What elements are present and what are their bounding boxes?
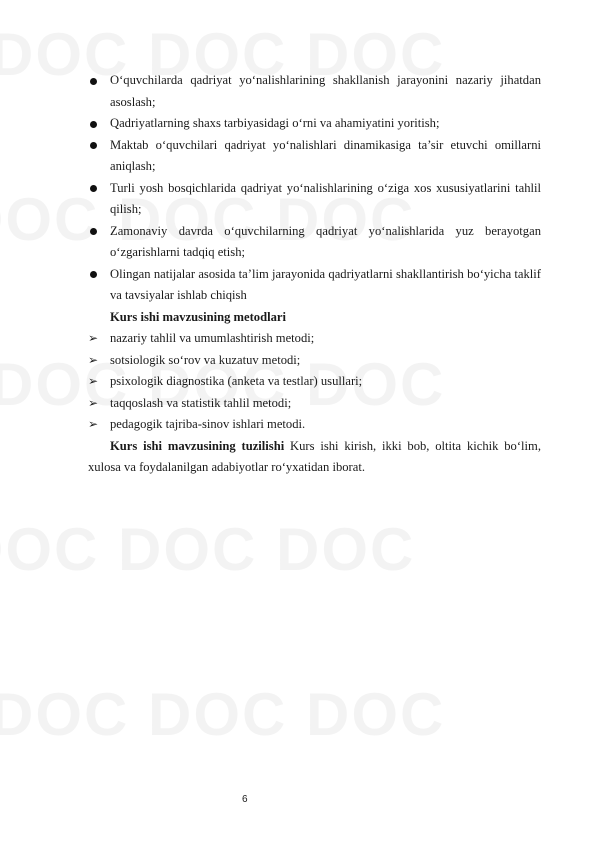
goal-list-item — [88, 178, 541, 221]
method-list-item — [88, 393, 541, 415]
goal-text: Olingan natijalar asosida ta’lim jarayonida qadriyatlarni shakllantirish bo‘yicha taklif va tavsiyalar ishlab chiqish — [110, 266, 541, 302]
structure-text: Kurs ishi kirish, ikki bob, oltita kichik bo‘lim, xulosa va foydalanilgan adabiyotlar ro‘yxatidan iborat. — [88, 438, 541, 474]
goal-list-item — [88, 113, 541, 135]
dot-bullet-icon — [88, 264, 106, 286]
goal-list-item — [88, 221, 541, 264]
arrow-bullet-icon: ➢ — [88, 417, 99, 431]
method-text: psixologik diagnostika (anketa va testlar) usullari; — [110, 374, 363, 388]
method-text: pedagogik tajriba-sinov ishlari metodi. — [110, 417, 306, 431]
goal-text: Turli yosh bosqichlarida qadriyat yo‘nalishlarining o‘ziga xos xususiyatlarini tahlil qilish; — [110, 180, 541, 216]
dot-bullet-icon — [88, 135, 106, 157]
dot-bullet-icon — [88, 178, 106, 200]
goal-text: Maktab o‘quvchilari qadriyat yo‘nalishlari dinamikasiga ta’sir etuvchi omillarni aniqlash; — [110, 137, 541, 173]
method-text: sotsiologik so‘rov va kuzatuv metodi; — [110, 352, 301, 367]
method-list-item — [88, 371, 541, 393]
structure-paragraph — [88, 436, 541, 479]
goal-text: Qadriyatlarning shaxs tarbiyasidagi o‘rni va ahamiyatini yoritish; — [110, 116, 440, 130]
watermark-mark — [0, 515, 415, 584]
goal-list-item — [88, 135, 541, 178]
method-list-item — [88, 414, 541, 436]
method-list-item — [88, 350, 541, 372]
dot-bullet-icon — [88, 221, 106, 243]
dot-bullet-icon — [88, 70, 106, 92]
page-content — [88, 70, 541, 479]
goal-text: Zamonaviy davrda o‘quvchilarning qadriyat yo‘nalishlarida yuz berayotgan o‘zgarishlarni tadqiq etish; — [110, 223, 541, 259]
methods-heading: Kurs ishi mavzusining metodlari — [110, 309, 286, 324]
structure-label: Kurs ishi mavzusining tuzilishi — [110, 438, 285, 453]
method-text: taqqoslash va statistik tahlil metodi; — [110, 395, 292, 410]
method-text: nazariy tahlil va umumlashtirish metodi; — [110, 331, 315, 345]
page-number: 6 — [242, 794, 248, 805]
arrow-bullet-icon: ➢ — [88, 374, 99, 388]
watermark-mark — [0, 680, 445, 749]
arrow-bullet-icon: ➢ — [88, 395, 99, 410]
arrow-bullet-icon: ➢ — [88, 331, 99, 345]
goal-list-item — [88, 70, 541, 113]
goal-list-item — [88, 264, 541, 307]
method-list-item — [88, 328, 541, 350]
arrow-bullet-icon: ➢ — [88, 352, 99, 367]
dot-bullet-icon — [88, 113, 106, 135]
goal-text: O‘quvchilarda qadriyat yo‘nalishlarining shakllanish jarayonini nazariy jihatdan asoslash; — [110, 73, 541, 109]
